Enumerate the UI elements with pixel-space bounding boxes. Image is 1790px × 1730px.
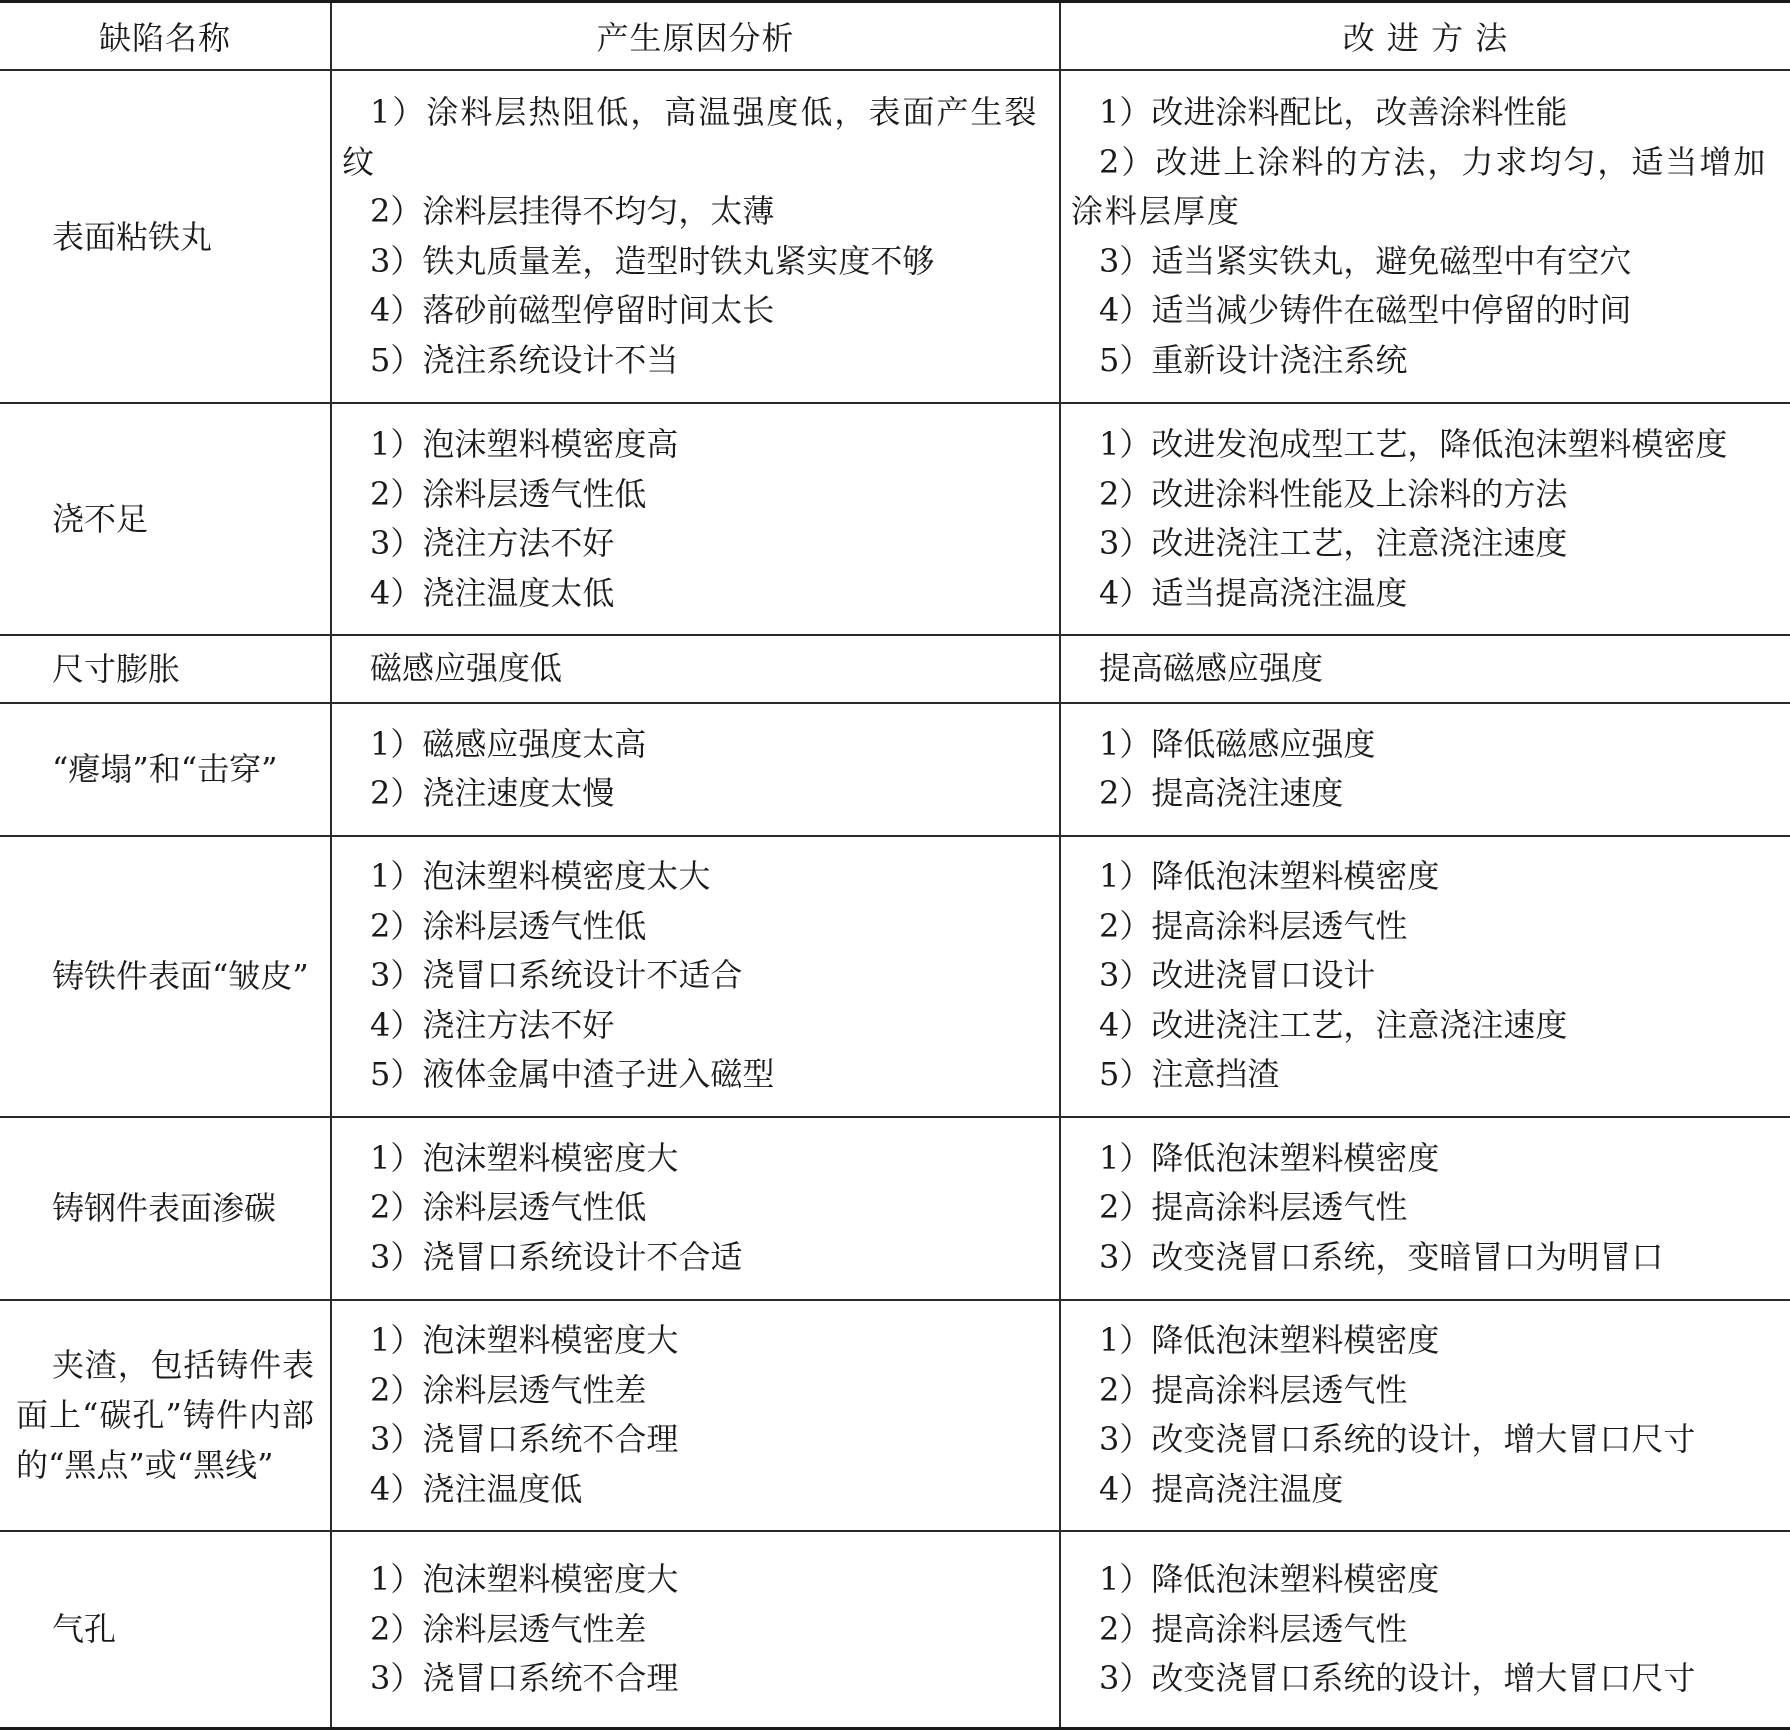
table-row: [0, 1117, 1790, 1300]
cause-item: 2）涂料层透气性低: [370, 1188, 647, 1227]
cause-cell: [331, 70, 1060, 403]
defect-name: 铸铁件表面“皱皮”: [52, 957, 309, 995]
fix-item: 1）降低磁感应强度: [1099, 724, 1376, 763]
defect-name-cell: [0, 403, 331, 635]
fix-item: 2）提高涂料层透气性: [1099, 906, 1408, 945]
defect-name: “瘪塌”和“击穿”: [52, 750, 278, 788]
table-row: [0, 1300, 1790, 1531]
fix-item: 提高磁感应强度: [1099, 649, 1324, 687]
table-header: [0, 2, 1790, 71]
fix-item: 4）适当减少铸件在磁型中停留的时间: [1099, 291, 1632, 329]
defect-name: 夹渣，包括铸件表面上“碳孔”铸件内部的“黑点”或“黑线”: [16, 1346, 314, 1484]
fix-item: 5）注意挡渣: [1099, 1055, 1280, 1094]
defect-name: 浇不足: [52, 500, 149, 538]
cause-item: 3）浇冒口系统不合理: [370, 1420, 679, 1458]
fix-item: 2）提高浇注速度: [1099, 774, 1344, 812]
cause-item: 1）泡沫塑料模密度大: [370, 1321, 679, 1359]
fix-item: 2）提高涂料层透气性: [1099, 1188, 1408, 1227]
cause-item: 1）泡沫塑料模密度太大: [370, 857, 711, 896]
fix-item: 1）降低泡沫塑料模密度: [1099, 1560, 1440, 1598]
fix-item: 4）适当提高浇注温度: [1099, 573, 1408, 612]
defect-name-cell: [0, 70, 331, 403]
cause-item: 2）涂料层挂得不均匀，太薄: [370, 192, 775, 230]
header-cause-analysis: 产生原因分析: [331, 2, 1060, 71]
defect-name-cell: [0, 836, 331, 1117]
cause-item: 3）浇冒口系统不合理: [370, 1659, 679, 1697]
cause-cell: [331, 635, 1060, 703]
cause-item: 5）浇注系统设计不当: [370, 340, 679, 379]
header-defect-name: 缺陷名称: [0, 2, 331, 71]
defect-name: 气孔: [52, 1610, 117, 1649]
cause-cell: [331, 836, 1060, 1117]
defect-name-cell: [0, 1531, 331, 1729]
cause-item: 4）浇注温度太低: [370, 573, 615, 612]
fix-item: 1）降低泡沫塑料模密度: [1099, 1321, 1440, 1359]
cause-cell: [331, 1531, 1060, 1729]
fix-item: 3）改变浇冒口系统的设计，增大冒口尺寸: [1099, 1659, 1696, 1697]
fix-item: 3）改变浇冒口系统，变暗冒口为明冒口: [1099, 1237, 1664, 1276]
cause-item: 3）浇注方法不好: [370, 524, 615, 562]
fix-item: 3）改变浇冒口系统的设计，增大冒口尺寸: [1099, 1420, 1696, 1458]
cause-item: 5）液体金属中渣子进入磁型: [370, 1055, 775, 1094]
cause-item: 2）浇注速度太慢: [370, 774, 615, 812]
fix-item: 4）提高浇注温度: [1099, 1469, 1344, 1508]
table-row: [0, 403, 1790, 635]
fix-cell: [1060, 836, 1790, 1117]
fix-cell: [1060, 1117, 1790, 1300]
cause-item: 2）涂料层透气性差: [370, 1609, 647, 1648]
cause-item: 1）磁感应强度太高: [370, 724, 647, 763]
fix-cell: [1060, 1300, 1790, 1531]
cause-cell: [331, 1117, 1060, 1300]
defect-name: 铸钢件表面渗碳: [52, 1189, 277, 1227]
fix-cell: [1060, 703, 1790, 836]
fix-item: 1）降低泡沫塑料模密度: [1099, 857, 1440, 896]
table-row: [0, 703, 1790, 836]
cause-item: 2）涂料层透气性差: [370, 1370, 647, 1409]
table-body: [0, 70, 1790, 1729]
cause-item: 1）涂料层热阻低，高温强度低，表面产生裂纹: [342, 93, 1039, 181]
cause-item: 1）泡沫塑料模密度高: [370, 425, 679, 463]
fix-item: 2）提高涂料层透气性: [1099, 1609, 1408, 1648]
cause-item: 4）落砂前磁型停留时间太长: [370, 291, 775, 329]
table-row: [0, 836, 1790, 1117]
header-row: [0, 2, 1790, 71]
fix-item: 2）改进涂料性能及上涂料的方法: [1099, 474, 1568, 513]
defect-name-cell: [0, 1300, 331, 1531]
fix-item: 2）提高涂料层透气性: [1099, 1370, 1408, 1409]
fix-item: 1）降低泡沫塑料模密度: [1099, 1138, 1440, 1177]
cause-item: 1）泡沫塑料模密度大: [370, 1560, 679, 1598]
defect-name-cell: [0, 635, 331, 703]
fix-item: 4）改进浇注工艺，注意浇注速度: [1099, 1005, 1568, 1044]
fix-cell: [1060, 70, 1790, 403]
fix-item: 3）适当紧实铁丸，避免磁型中有空穴: [1099, 241, 1632, 280]
cause-cell: [331, 1300, 1060, 1531]
fix-cell: [1060, 403, 1790, 635]
defect-name: 尺寸膨胀: [52, 649, 181, 688]
fix-item: 1）改进发泡成型工艺，降低泡沫塑料模密度: [1099, 425, 1728, 463]
cause-item: 3）铁丸质量差，造型时铁丸紧实度不够: [370, 241, 935, 280]
fix-item: 2）改进上涂料的方法，力求均匀，适当增加涂料层厚度: [1071, 142, 1768, 230]
fix-item: 3）改进浇冒口设计: [1099, 956, 1376, 995]
defect-name: 表面粘铁丸: [52, 217, 213, 256]
table-row: [0, 1531, 1790, 1729]
cause-item: 1）泡沫塑料模密度大: [370, 1138, 679, 1177]
header-improvement-method: 改 进 方 法: [1060, 2, 1790, 71]
cause-item: 2）涂料层透气性低: [370, 474, 647, 513]
defect-name-cell: [0, 703, 331, 836]
fix-item: 5）重新设计浇注系统: [1099, 340, 1408, 379]
cause-item: 4）浇注方法不好: [370, 1005, 615, 1044]
fix-item: 1）改进涂料配比，改善涂料性能: [1099, 93, 1568, 131]
defect-name-cell: [0, 1117, 331, 1300]
fix-item: 3）改进浇注工艺，注意浇注速度: [1099, 524, 1568, 562]
table-row: [0, 635, 1790, 703]
cause-item: 3）浇冒口系统设计不合适: [370, 1237, 743, 1276]
cause-item: 4）浇注温度低: [370, 1469, 583, 1508]
cause-cell: [331, 403, 1060, 635]
table-row: [0, 70, 1790, 403]
cause-item: 磁感应强度低: [370, 649, 563, 687]
cause-item: 2）涂料层透气性低: [370, 906, 647, 945]
cause-cell: [331, 703, 1060, 836]
cause-item: 3）浇冒口系统设计不适合: [370, 956, 743, 995]
fix-cell: [1060, 1531, 1790, 1729]
fix-cell: [1060, 635, 1790, 703]
